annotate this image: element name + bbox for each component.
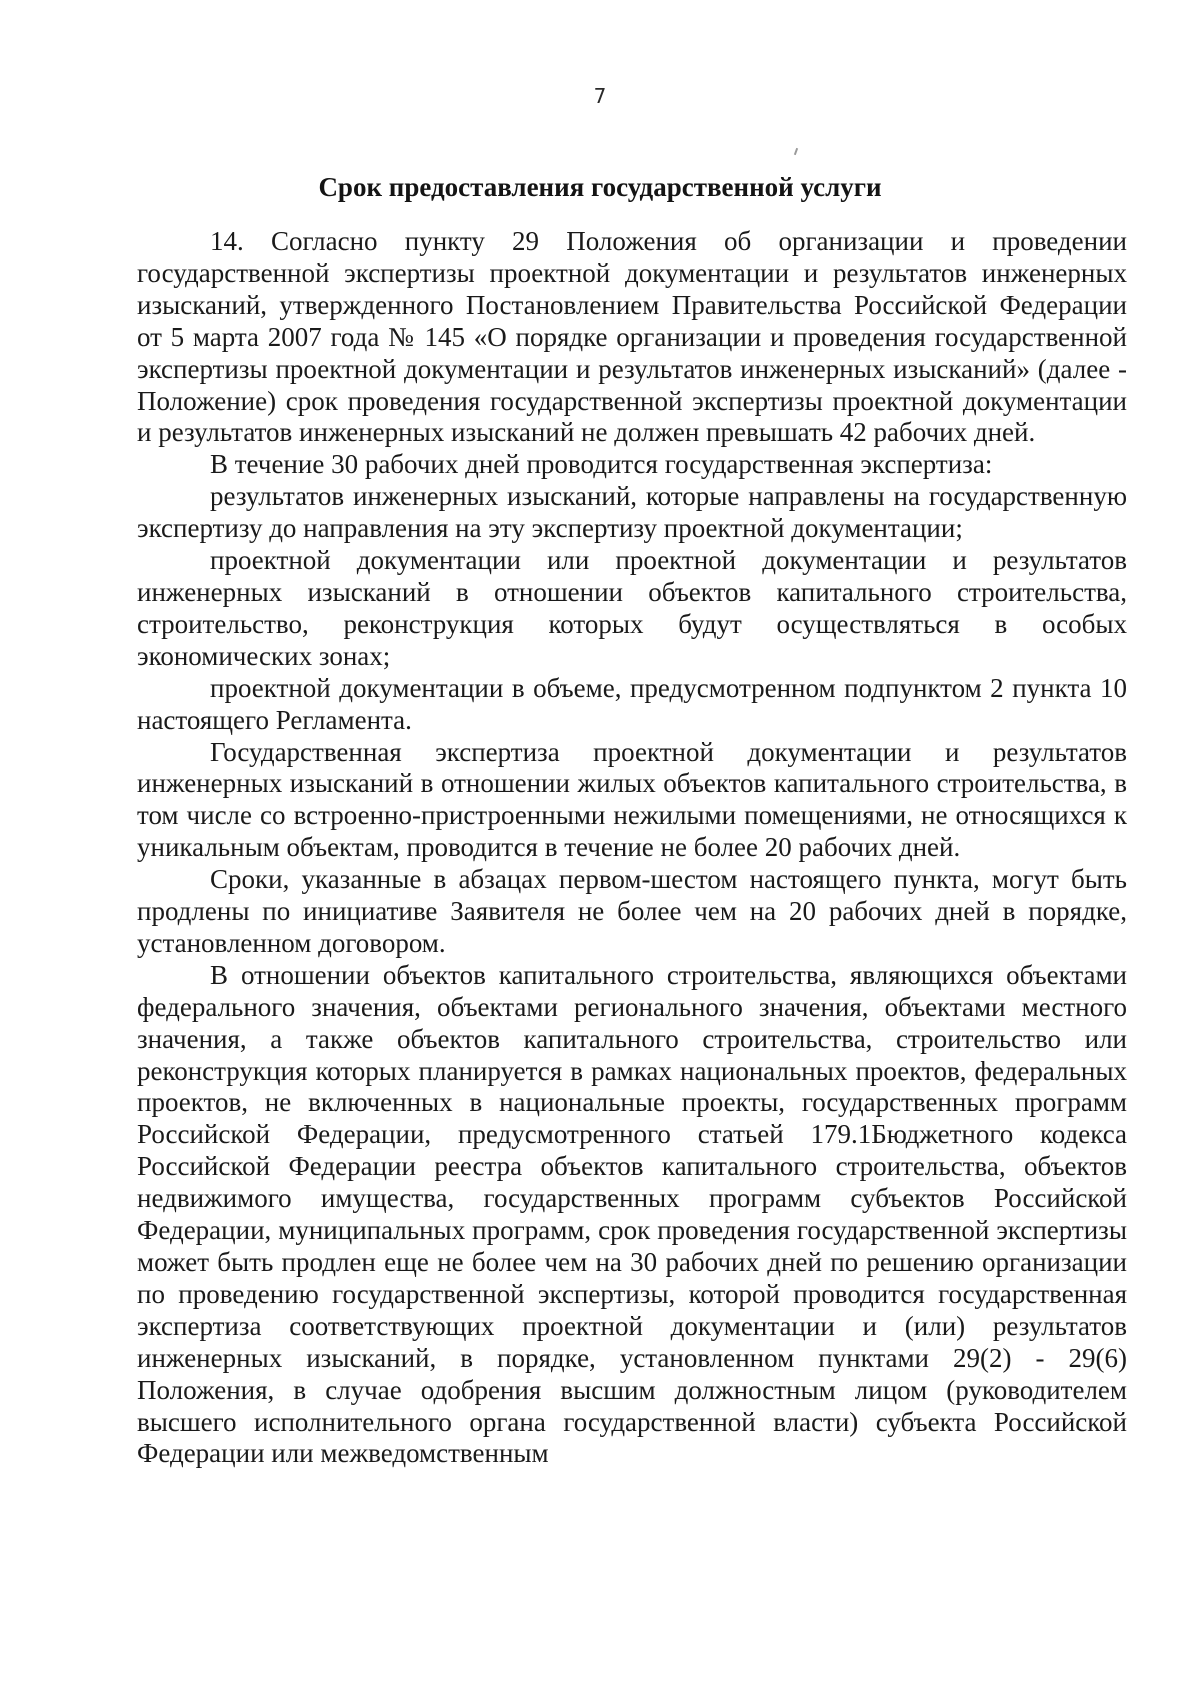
paragraph-special-economic-zones: проектной документации или проектной документации и результатов инженерных изысканий в отношении объектов капитального строительства, строительство, реконструкция которых будут осуществляться в особых экономических зонах; xyxy=(137,545,1127,671)
paragraph-14: 14. Согласно пункту 29 Положения об организации и проведении государственной экспертизы проектной документации и результатов инженерных изысканий, утвержденного Постановлением Правительства Российской Федерации от 5 марта 2007 года № 145 «О порядке организации и проведения государственной экспертизы проектной документации и результатов инженерных изысканий» (далее - Положение) срок проведения государственной экспертизы проектной документации и результатов инженерных изысканий не должен превышать 42 рабочих дней. xyxy=(137,226,1127,448)
document-body xyxy=(137,226,1127,1470)
paragraph-survey-results: результатов инженерных изысканий, которые направлены на государственную экспертизу до направления на эту экспертизу проектной документации; xyxy=(137,481,1127,544)
paragraph-30-days-intro: В течение 30 рабочих дней проводится государственная экспертиза: xyxy=(210,449,993,480)
paragraph-residential-objects: Государственная экспертиза проектной документации и результатов инженерных изысканий в отношении жилых объектов капитального строительства, в том числе со встроенно-пристроенными нежилыми помещениями, не относящихся к уникальным объектам, проводится в течение не более 20 рабочих дней. xyxy=(137,736,1127,863)
page-number: 7 xyxy=(593,84,607,108)
scan-speck xyxy=(794,148,798,155)
paragraph-extension-by-applicant: Сроки, указанные в абзацах первом-шестом настоящего пункта, могут быть продлены по инициативе Заявителя не более чем на 20 рабочих дней в порядке, установленном договором. xyxy=(137,864,1127,958)
paragraph-federal-objects: В отношении объектов капитального строительства, являющихся объектами федерального значения, объектами регионального значения, объектами местного значения, а также объектов капитального строительства, строительство или реконструкция которых планируется в рамках национальных проектов, федеральных проектов, не включенных в национальные проекты, государственных программ Российской Федерации, предусмотренного статьей 179.1Бюджетного кодекса Российской Федерации реестра объектов капитального строительства, объектов недвижимого имущества, государственных программ субъектов Российской Федерации, муниципальных программ, срок проведения государственной экспертизы может быть продлен еще не более чем на 30 рабочих дней по решению организации по проведению государственной экспертизы, которой проводится государственная экспертиза соответствующих проектной документации и (или) результатов инженерных изысканий, в порядке, установленном пунктами 29(2) - 29(6) Положения, в случае одобрения высшим должностным лицом (руководителем высшего исполнительного органа государственной власти) субъекта Российской Федерации или межведомственным xyxy=(137,959,1127,1469)
section-heading: Срок предоставления государственной услуги xyxy=(318,172,882,202)
paragraph-subclause-2: проектной документации в объеме, предусмотренном подпунктом 2 пункта 10 настоящего Регламента. xyxy=(137,672,1127,735)
